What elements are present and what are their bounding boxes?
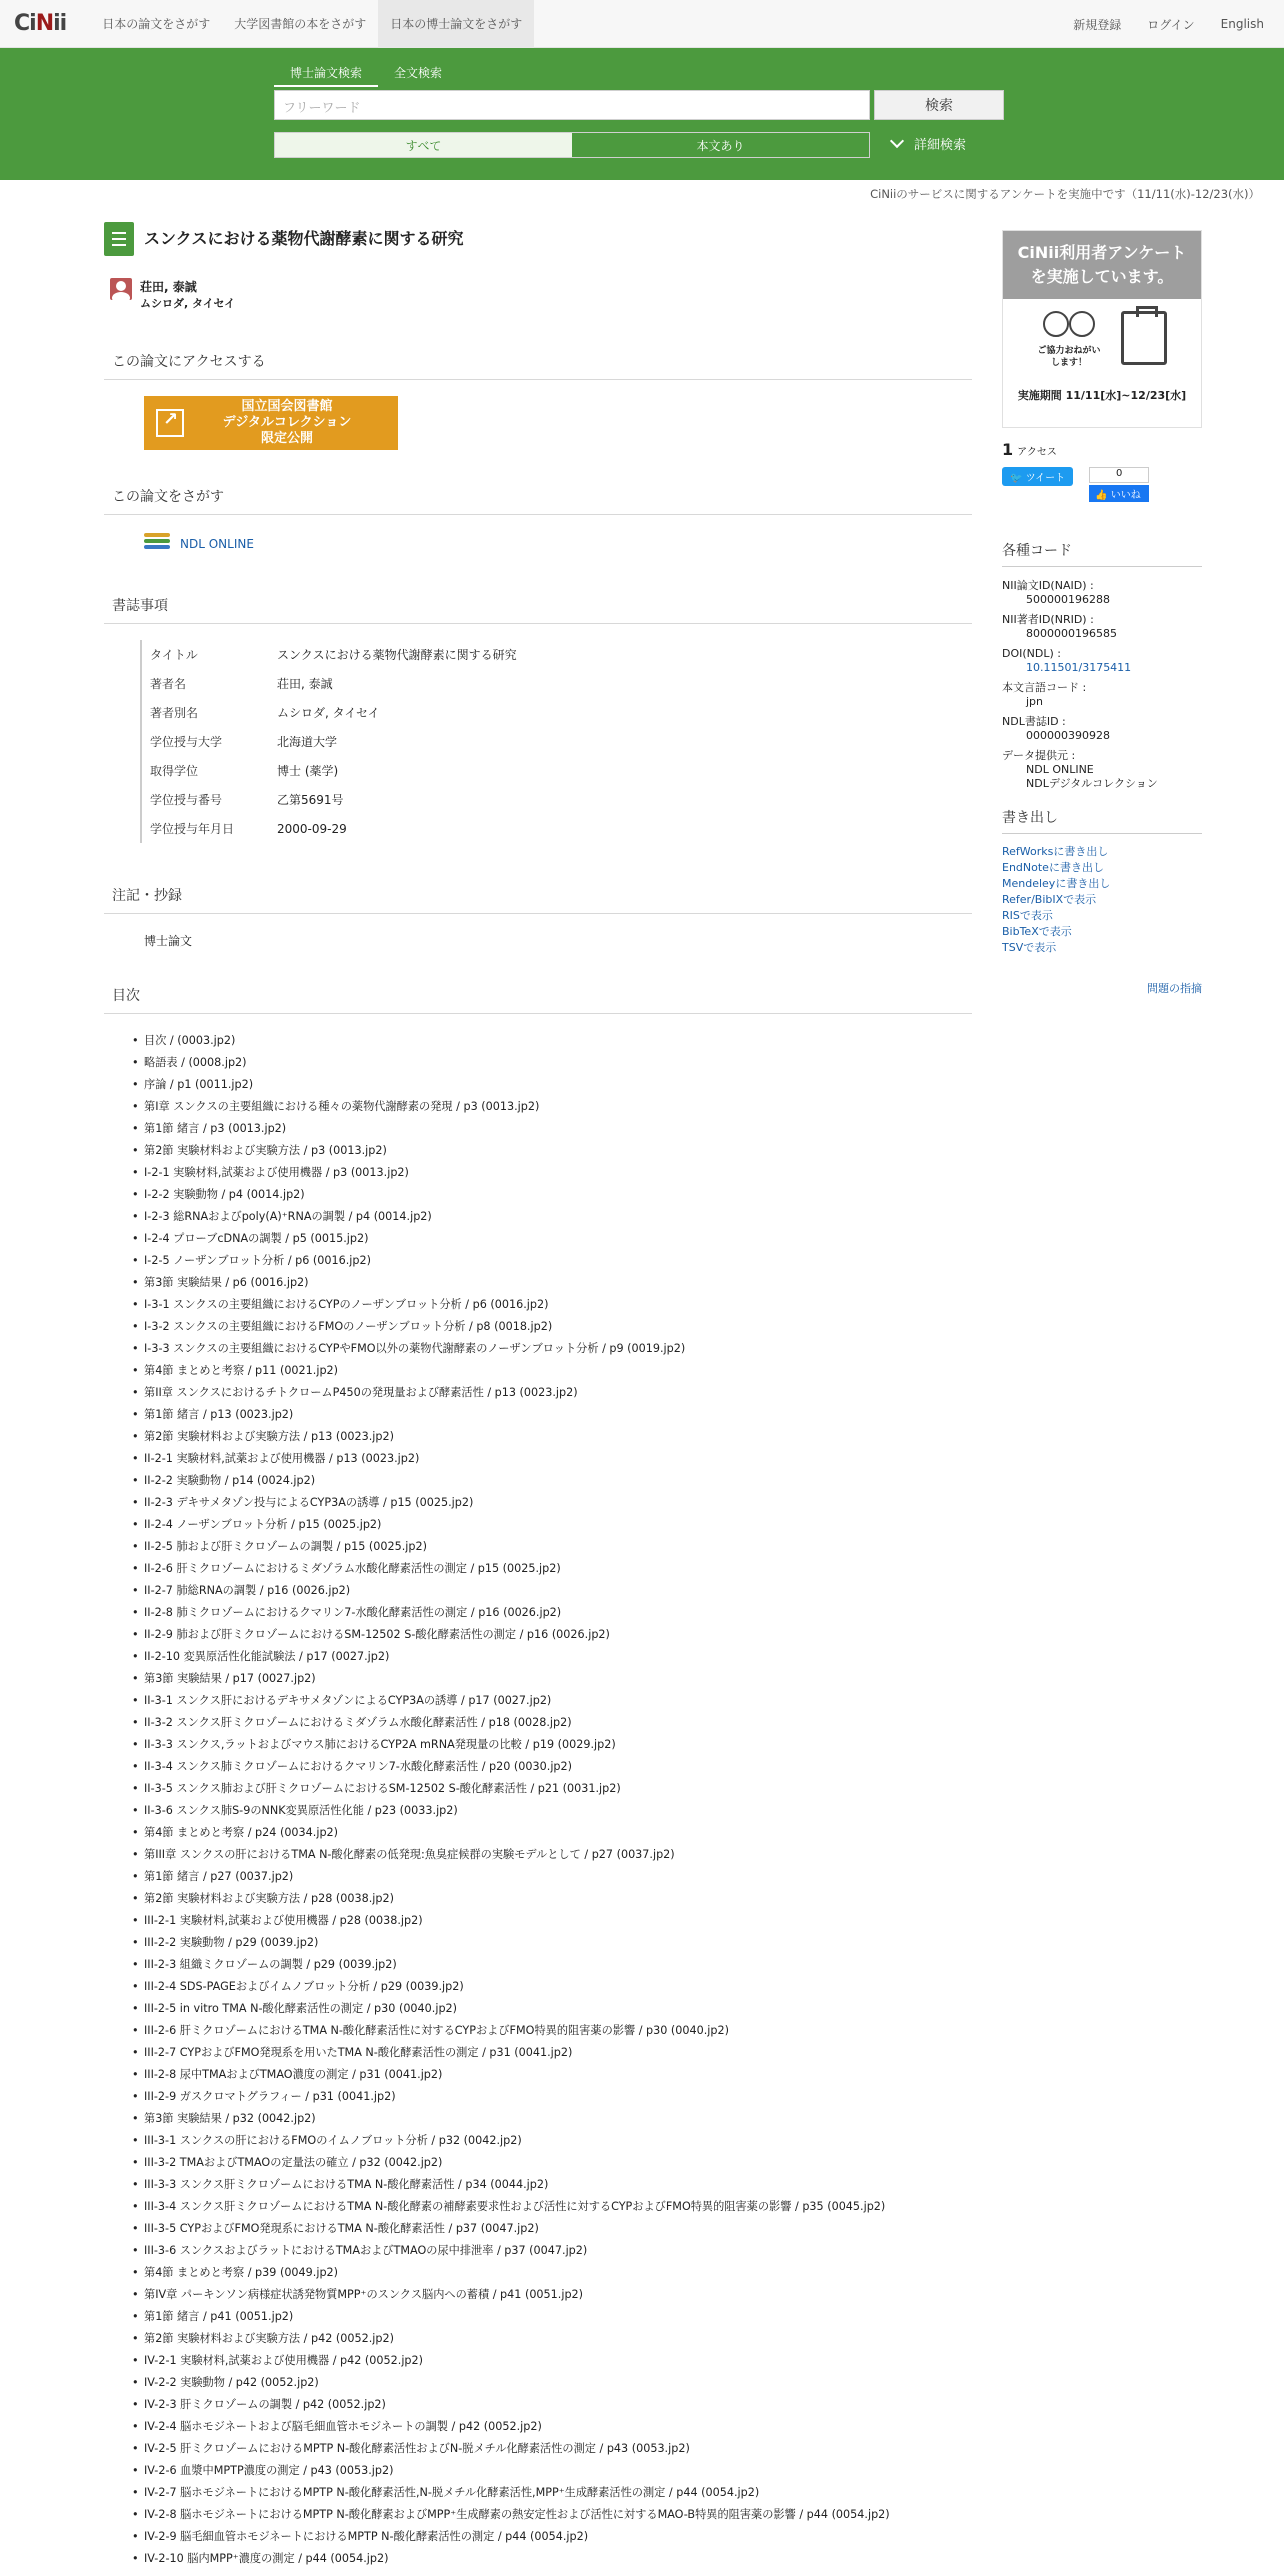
provider-value: NDLデジタルコレクション bbox=[1026, 777, 1158, 790]
search-input[interactable]: フリーワード bbox=[274, 90, 870, 120]
tweet-button[interactable] bbox=[1002, 467, 1073, 486]
code-value: jpn bbox=[1026, 695, 1044, 708]
toc-item: • II-2-3 デキサメタゾン投与によるCYP3Aの誘導 / p15 (0025.jp2) bbox=[144, 1492, 972, 1514]
biblio-value: 荘田, 泰誠 bbox=[277, 677, 333, 691]
code-value: 000000390928 bbox=[1026, 729, 1110, 742]
provider-key: データ提供元 : bbox=[1002, 749, 1076, 762]
like-label: いいね bbox=[1110, 490, 1141, 501]
banner-text-line2: します！ bbox=[1050, 358, 1087, 368]
toc-item: • III-2-2 実験動物 / p29 (0039.jp2) bbox=[144, 1932, 972, 1954]
toc-item: • III-3-1 スンクスの肝におけるFMOのイムノブロット分析 / p32 (0042.jp2) bbox=[144, 2130, 972, 2152]
toc-item: • II-3-1 スンクス肝におけるデキサメタゾンによるCYP3Aの誘導 / p17 (0027.jp2) bbox=[144, 1690, 972, 1712]
nav-articles[interactable]: 日本の論文をさがす bbox=[102, 17, 211, 31]
english-link[interactable]: English bbox=[1220, 17, 1264, 31]
toc-item: • 第1節 緒言 / p3 (0013.jp2) bbox=[144, 1118, 972, 1140]
code-key: NDL書誌ID : bbox=[1002, 715, 1066, 728]
biblio-key: 学位授与年月日 bbox=[141, 814, 277, 843]
face-icon bbox=[1069, 311, 1095, 337]
toc-item: • 第2節 実験材料および実験方法 / p42 (0052.jp2) bbox=[144, 2328, 972, 2350]
advanced-search-label: 詳細検索 bbox=[914, 138, 967, 153]
toc-item: • IV-2-9 脳毛細血管ホモジネートにおけるMPTP N-酸化酵素活性の測定 / p44 (0054.jp2) bbox=[144, 2526, 972, 2548]
export-list bbox=[1002, 844, 1202, 956]
toc-item: • II-2-4 ノーザンブロット分析 / p15 (0025.jp2) bbox=[144, 1514, 972, 1536]
note-text: 博士論文 bbox=[144, 934, 193, 948]
code-value: 500000196288 bbox=[1026, 593, 1110, 606]
table-row bbox=[141, 640, 518, 669]
toc-item: • 第4節 まとめと考察 / p39 (0049.jp2) bbox=[144, 2262, 972, 2284]
nav-dissertations[interactable]: 日本の博士論文をさがす bbox=[378, 0, 534, 48]
export-ris[interactable]: RISで表示 bbox=[1002, 909, 1053, 922]
toc-item: • III-2-8 尿中TMAおよびTMAO濃度の測定 / p31 (0041.jp2) bbox=[144, 2064, 972, 2086]
ndl-button-line2: デジタルコレクション bbox=[222, 415, 352, 430]
codes-list bbox=[1002, 579, 1202, 791]
toc-item: • III-3-3 スンクス肝ミクロゾームにおけるTMA N-酸化酵素活性 / p34 (0044.jp2) bbox=[144, 2174, 972, 2196]
toc-item: • II-3-4 スンクス肺ミクロゾームにおけるクマリン7-水酸化酵素活性 / p20 (0030.jp2) bbox=[144, 1756, 972, 1778]
doi-link[interactable]: 10.11501/3175411 bbox=[1026, 661, 1132, 674]
toc-item: • 第IV章 パーキンソン病様症状誘発物質MPP⁺のスンクス脳内への蓄積 / p41 (0051.jp2) bbox=[144, 2284, 972, 2306]
survey-banner[interactable] bbox=[1002, 230, 1202, 428]
nav-books[interactable]: 大学図書館の本をさがす bbox=[234, 17, 367, 31]
biblio-value: 乙第5691号 bbox=[277, 793, 344, 807]
like-button[interactable] bbox=[1089, 485, 1149, 502]
toc-item: • II-2-6 肝ミクロゾームにおけるミダゾラム水酸化酵素活性の測定 / p15 (0025.jp2) bbox=[144, 1558, 972, 1580]
export-refer[interactable]: Refer/BibIXで表示 bbox=[1002, 893, 1097, 906]
toc-item: • IV-2-8 脳ホモジネートにおけるMPTP N-酸化酵素およびMPP⁺生成酵素の熱安定性および活性に対するMAO-B特異的阻害薬の影響 / p44 (0054.jp2) bbox=[144, 2504, 972, 2526]
advanced-search-toggle[interactable] bbox=[892, 134, 966, 153]
toc-item: • IV-2-2 実験動物 / p42 (0052.jp2) bbox=[144, 2372, 972, 2394]
ndl-digital-collection-button[interactable] bbox=[144, 396, 398, 450]
ndl-button-line3: 限定公開 bbox=[260, 431, 313, 446]
codes-heading: 各種コード bbox=[1002, 540, 1202, 567]
survey-notice[interactable]: CiNiiのサービスに関するアンケートを実施中です（11/11(水)-12/23(水)） bbox=[870, 187, 1260, 201]
biblio-value: 北海道大学 bbox=[277, 735, 338, 749]
tab-dissertation-search[interactable]: 博士論文検索 bbox=[274, 64, 378, 87]
toc-item: • IV-2-10 脳内MPP⁺濃度の測定 / p44 (0054.jp2) bbox=[144, 2548, 972, 2570]
biblio-key: 取得学位 bbox=[141, 756, 277, 785]
register-link[interactable]: 新規登録 bbox=[1073, 17, 1122, 32]
toc-item: • III-2-1 実験材料,試薬および使用機器 / p28 (0038.jp2) bbox=[144, 1910, 972, 1932]
twitter-icon: 🐦 bbox=[1010, 473, 1026, 484]
biblio-value: スンクスにおける薬物代謝酵素に関する研究 bbox=[277, 648, 517, 662]
toc-item: • I-3-1 スンクスの主要組織におけるCYPのノーザンブロット分析 / p6 (0016.jp2) bbox=[144, 1294, 972, 1316]
external-link-icon bbox=[156, 409, 184, 437]
tab-fulltext-search[interactable]: 全文検索 bbox=[394, 66, 443, 80]
toc-item: • IV-2-1 実験材料,試薬および使用機器 / p42 (0052.jp2) bbox=[144, 2350, 972, 2372]
main-content bbox=[104, 222, 972, 2570]
toc-item: • 第3節 実験結果 / p32 (0042.jp2) bbox=[144, 2108, 972, 2130]
toc-item: • I-2-2 実験動物 / p4 (0014.jp2) bbox=[144, 1184, 972, 1206]
biblio-table bbox=[140, 640, 519, 843]
toc-item: • III-2-4 SDS-PAGEおよびイムノブロット分析 / p29 (0039.jp2) bbox=[144, 1976, 972, 1998]
toc-item: • III-3-5 CYPおよびFMO発現系におけるTMA N-酸化酵素活性 / p37 (0047.jp2) bbox=[144, 2218, 972, 2240]
toc-item: • 第4節 まとめと考察 / p24 (0034.jp2) bbox=[144, 1822, 972, 1844]
provider-value: NDL ONLINE bbox=[1026, 763, 1094, 776]
toc-item: • 略語表 / (0008.jp2) bbox=[144, 1052, 972, 1074]
toc-item: • 第4節 まとめと考察 / p11 (0021.jp2) bbox=[144, 1360, 972, 1382]
author-name[interactable]: 荘田, 泰誠 bbox=[140, 280, 197, 294]
section-biblio: 書誌事項 bbox=[104, 595, 972, 624]
author-block bbox=[110, 278, 972, 311]
biblio-value: 2000-09-29 bbox=[277, 821, 347, 836]
banner-text-line1: ご協力おねがい bbox=[1037, 346, 1101, 356]
toc-item: • 目次 / (0003.jp2) bbox=[144, 1030, 972, 1052]
ndl-button-line1: 国立国会図書館 bbox=[241, 399, 333, 414]
code-key: 本文言語コード : bbox=[1002, 681, 1087, 694]
report-problem-link[interactable]: 問題の指摘 bbox=[1147, 982, 1202, 995]
toc-item: • II-2-2 実験動物 / p14 (0024.jp2) bbox=[144, 1470, 972, 1492]
author-avatar-icon bbox=[110, 278, 132, 300]
toc-item: • III-2-3 組織ミクロゾームの調製 / p29 (0039.jp2) bbox=[144, 1954, 972, 1976]
top-navbar bbox=[0, 0, 1284, 48]
toc-item: • III-2-6 肝ミクロゾームにおけるTMA N-酸化酵素活性に対するCYPおよびFMO特異的阻害薬の影響 / p30 (0040.jp2) bbox=[144, 2020, 972, 2042]
facebook-icon: 👍 bbox=[1095, 490, 1111, 501]
like-count: 0 bbox=[1089, 467, 1149, 483]
toc-item: • 第1節 緒言 / p13 (0023.jp2) bbox=[144, 1404, 972, 1426]
toc-item: • III-2-7 CYPおよびFMO発現系を用いたTMA N-酸化酵素活性の測定 / p31 (0041.jp2) bbox=[144, 2042, 972, 2064]
access-counter bbox=[1002, 440, 1202, 459]
toc-item: • I-2-3 総RNAおよびpoly(A)⁺RNAの調製 / p4 (0014.jp2) bbox=[144, 1206, 972, 1228]
login-link[interactable]: ログイン bbox=[1147, 17, 1195, 32]
toc-item: • 序論 / p1 (0011.jp2) bbox=[144, 1074, 972, 1096]
code-key: DOI(NDL) : bbox=[1002, 647, 1061, 660]
banner-title-line2: を実施しています。 bbox=[1030, 267, 1174, 286]
document-icon bbox=[104, 222, 134, 256]
toc-item: • I-3-3 スンクスの主要組織におけるCYPやFMO以外の薬物代謝酵素のノーザンブロット分析 / p9 (0019.jp2) bbox=[144, 1338, 972, 1360]
toc-item: • II-2-1 実験材料,試薬および使用機器 / p13 (0023.jp2) bbox=[144, 1448, 972, 1470]
section-notes: 注記・抄録 bbox=[104, 885, 972, 914]
toc-item: • II-2-8 肺ミクロゾームにおけるクマリン7-水酸化酵素活性の測定 / p16 (0026.jp2) bbox=[144, 1602, 972, 1624]
section-toc: 目次 bbox=[104, 985, 972, 1014]
toc-item: • 第2節 実験材料および実験方法 / p13 (0023.jp2) bbox=[144, 1426, 972, 1448]
face-icon bbox=[1043, 311, 1069, 337]
toc-item: • III-2-9 ガスクロマトグラフィー / p31 (0041.jp2) bbox=[144, 2086, 972, 2108]
toc-item: • I-3-2 スンクスの主要組織におけるFMOのノーザンブロット分析 / p8 (0018.jp2) bbox=[144, 1316, 972, 1338]
toc-item: • III-3-2 TMAおよびTMAOの定量法の確立 / p32 (0042.jp2) bbox=[144, 2152, 972, 2174]
export-heading: 書き出し bbox=[1002, 807, 1202, 834]
sidebar bbox=[1002, 230, 1202, 996]
toc-item: • III-2-5 in vitro TMA N-酸化酵素活性の測定 / p30 (0040.jp2) bbox=[144, 1998, 972, 2020]
toc-item: • 第II章 スンクスにおけるチトクロームP450の発現量および酵素活性 / p13 (0023.jp2) bbox=[144, 1382, 972, 1404]
toc-item: • 第I章 スンクスの主要組織における種々の薬物代謝酵素の発現 / p3 (0013.jp2) bbox=[144, 1096, 972, 1118]
biblio-key: 著者名 bbox=[141, 669, 277, 698]
access-label: アクセス bbox=[1017, 447, 1057, 458]
table-row bbox=[141, 756, 518, 785]
toc-item: • II-3-2 スンクス肝ミクロゾームにおけるミダゾラム水酸化酵素活性 / p18 (0028.jp2) bbox=[144, 1712, 972, 1734]
table-row bbox=[141, 785, 518, 814]
toc-item: • 第1節 緒言 / p27 (0037.jp2) bbox=[144, 1866, 972, 1888]
biblio-value: ムシロダ, タイセイ bbox=[277, 706, 380, 720]
search-band bbox=[0, 48, 1284, 180]
toc-item: • 第2節 実験材料および実験方法 / p3 (0013.jp2) bbox=[144, 1140, 972, 1162]
toc-list bbox=[144, 1030, 972, 2570]
code-value: 8000000196585 bbox=[1026, 627, 1117, 640]
table-row bbox=[141, 698, 518, 727]
toc-item: • IV-2-6 血漿中MPTP濃度の測定 / p43 (0053.jp2) bbox=[144, 2460, 972, 2482]
toc-item: • II-2-9 肺および肝ミクロゾームにおけるSM-12502 S-酸化酵素活性の測定 / p16 (0026.jp2) bbox=[144, 1624, 972, 1646]
toc-item: • II-3-5 スンクス肺および肝ミクロゾームにおけるSM-12502 S-酸化酵素活性 / p21 (0031.jp2) bbox=[144, 1778, 972, 1800]
toc-item: • IV-2-7 脳ホモジネートにおけるMPTP N-酸化酵素活性,N-脱メチル化酵素活性,MPP⁺生成酵素活性の測定 / p44 (0054.jp2) bbox=[144, 2482, 972, 2504]
toc-item: • II-3-6 スンクス肺S-9のNNK変異原活性化能 / p23 (0033.jp2) bbox=[144, 1800, 972, 1822]
toc-item: • III-3-4 スンクス肝ミクロゾームにおけるTMA N-酸化酵素の補酵素要求性および活性に対するCYPおよびFMO特異的阻害薬の影響 / p35 (0045.jp2) bbox=[144, 2196, 972, 2218]
code-key: NII著者ID(NRID) : bbox=[1002, 613, 1094, 626]
toc-item: • 第III章 スンクスの肝におけるTMA N-酸化酵素の低発現:魚臭症候群の実験モデルとして / p27 (0037.jp2) bbox=[144, 1844, 972, 1866]
toc-item: • II-2-7 肺総RNAの調製 / p16 (0026.jp2) bbox=[144, 1580, 972, 1602]
toc-item: • 第1節 緒言 / p41 (0051.jp2) bbox=[144, 2306, 972, 2328]
export-bibtex[interactable]: BibTeXで表示 bbox=[1002, 925, 1072, 938]
toc-item: • IV-2-4 脳ホモジネートおよび脳毛細血管ホモジネートの調製 / p42 (0052.jp2) bbox=[144, 2416, 972, 2438]
toc-item: • III-3-6 スンクスおよびラットにおけるTMAおよびTMAOの尿中排泄率 / p37 (0047.jp2) bbox=[144, 2240, 972, 2262]
toc-item: • I-2-4 プローブcDNAの調製 / p5 (0015.jp2) bbox=[144, 1228, 972, 1250]
toc-item: • II-2-5 肺および肝ミクロゾームの調製 / p15 (0025.jp2) bbox=[144, 1536, 972, 1558]
table-row bbox=[141, 814, 518, 843]
search-button[interactable]: 検索 bbox=[874, 90, 1004, 120]
biblio-key: 学位授与番号 bbox=[141, 785, 277, 814]
toc-item: • II-3-3 スンクス,ラットおよびマウス肺におけるCYP2A mRNA発現量の比較 / p19 (0029.jp2) bbox=[144, 1734, 972, 1756]
access-count: 1 bbox=[1002, 440, 1014, 459]
banner-period: 実施期間 11/11[水]~12/23[水] bbox=[1017, 389, 1187, 402]
export-refworks[interactable]: RefWorksに書き出し bbox=[1002, 845, 1109, 858]
biblio-value: 博士 (薬学) bbox=[277, 764, 339, 778]
ndl-online-label[interactable]: NDL ONLINE bbox=[180, 537, 254, 551]
code-key: NII論文ID(NAID) : bbox=[1002, 579, 1094, 592]
ndl-online-link[interactable] bbox=[144, 533, 972, 555]
main-nav bbox=[90, 0, 534, 48]
export-mendeley[interactable]: Mendeleyに書き出し bbox=[1002, 877, 1111, 890]
toc-item: • 第3節 実験結果 / p6 (0016.jp2) bbox=[144, 1272, 972, 1294]
toc-item: • II-2-10 変異原活性化能試験法 / p17 (0027.jp2) bbox=[144, 1646, 972, 1668]
biblio-key: タイトル bbox=[141, 640, 277, 669]
tweet-label: ツイート bbox=[1025, 473, 1066, 484]
export-tsv[interactable]: TSVで表示 bbox=[1002, 941, 1057, 954]
facebook-like[interactable] bbox=[1089, 467, 1149, 502]
ndl-logo-icon bbox=[144, 533, 170, 555]
biblio-key: 著者別名 bbox=[141, 698, 277, 727]
table-row bbox=[141, 669, 518, 698]
toc-item: • IV-2-3 肝ミクロゾームの調製 / p42 (0052.jp2) bbox=[144, 2394, 972, 2416]
page-title: スンクスにおける薬物代謝酵素に関する研究 bbox=[144, 229, 464, 248]
toc-item: • 第2節 実験材料および実験方法 / p28 (0038.jp2) bbox=[144, 1888, 972, 1910]
export-endnote[interactable]: EndNoteに書き出し bbox=[1002, 861, 1104, 874]
cinii-logo[interactable]: Ci N ii bbox=[14, 11, 67, 36]
chevron-down-icon bbox=[890, 133, 904, 147]
toc-item: • I-2-5 ノーザンブロット分析 / p6 (0016.jp2) bbox=[144, 1250, 972, 1272]
author-kana: ムシロダ, タイセイ bbox=[140, 297, 236, 310]
toc-item: • IV-2-5 肝ミクロゾームにおけるMPTP N-酸化酵素活性およびN-脱メチル化酵素活性の測定 / p43 (0053.jp2) bbox=[144, 2438, 972, 2460]
section-access: この論文にアクセスする bbox=[104, 351, 972, 380]
toc-item: • 第3節 実験結果 / p17 (0027.jp2) bbox=[144, 1668, 972, 1690]
table-row bbox=[141, 727, 518, 756]
share-buttons bbox=[1002, 467, 1202, 502]
clipboard-icon bbox=[1121, 311, 1167, 365]
biblio-key: 学位授与大学 bbox=[141, 727, 277, 756]
account-nav bbox=[1073, 0, 1264, 48]
banner-title-line1: CiNii利用者アンケート bbox=[1017, 243, 1187, 262]
fulltext-filter bbox=[274, 132, 870, 158]
toc-item: • I-2-1 実験材料,試薬および使用機器 / p3 (0013.jp2) bbox=[144, 1162, 972, 1184]
filter-fulltext[interactable]: 本文あり bbox=[696, 138, 745, 153]
section-search: この論文をさがす bbox=[104, 486, 972, 515]
filter-all[interactable]: すべて bbox=[275, 133, 572, 157]
